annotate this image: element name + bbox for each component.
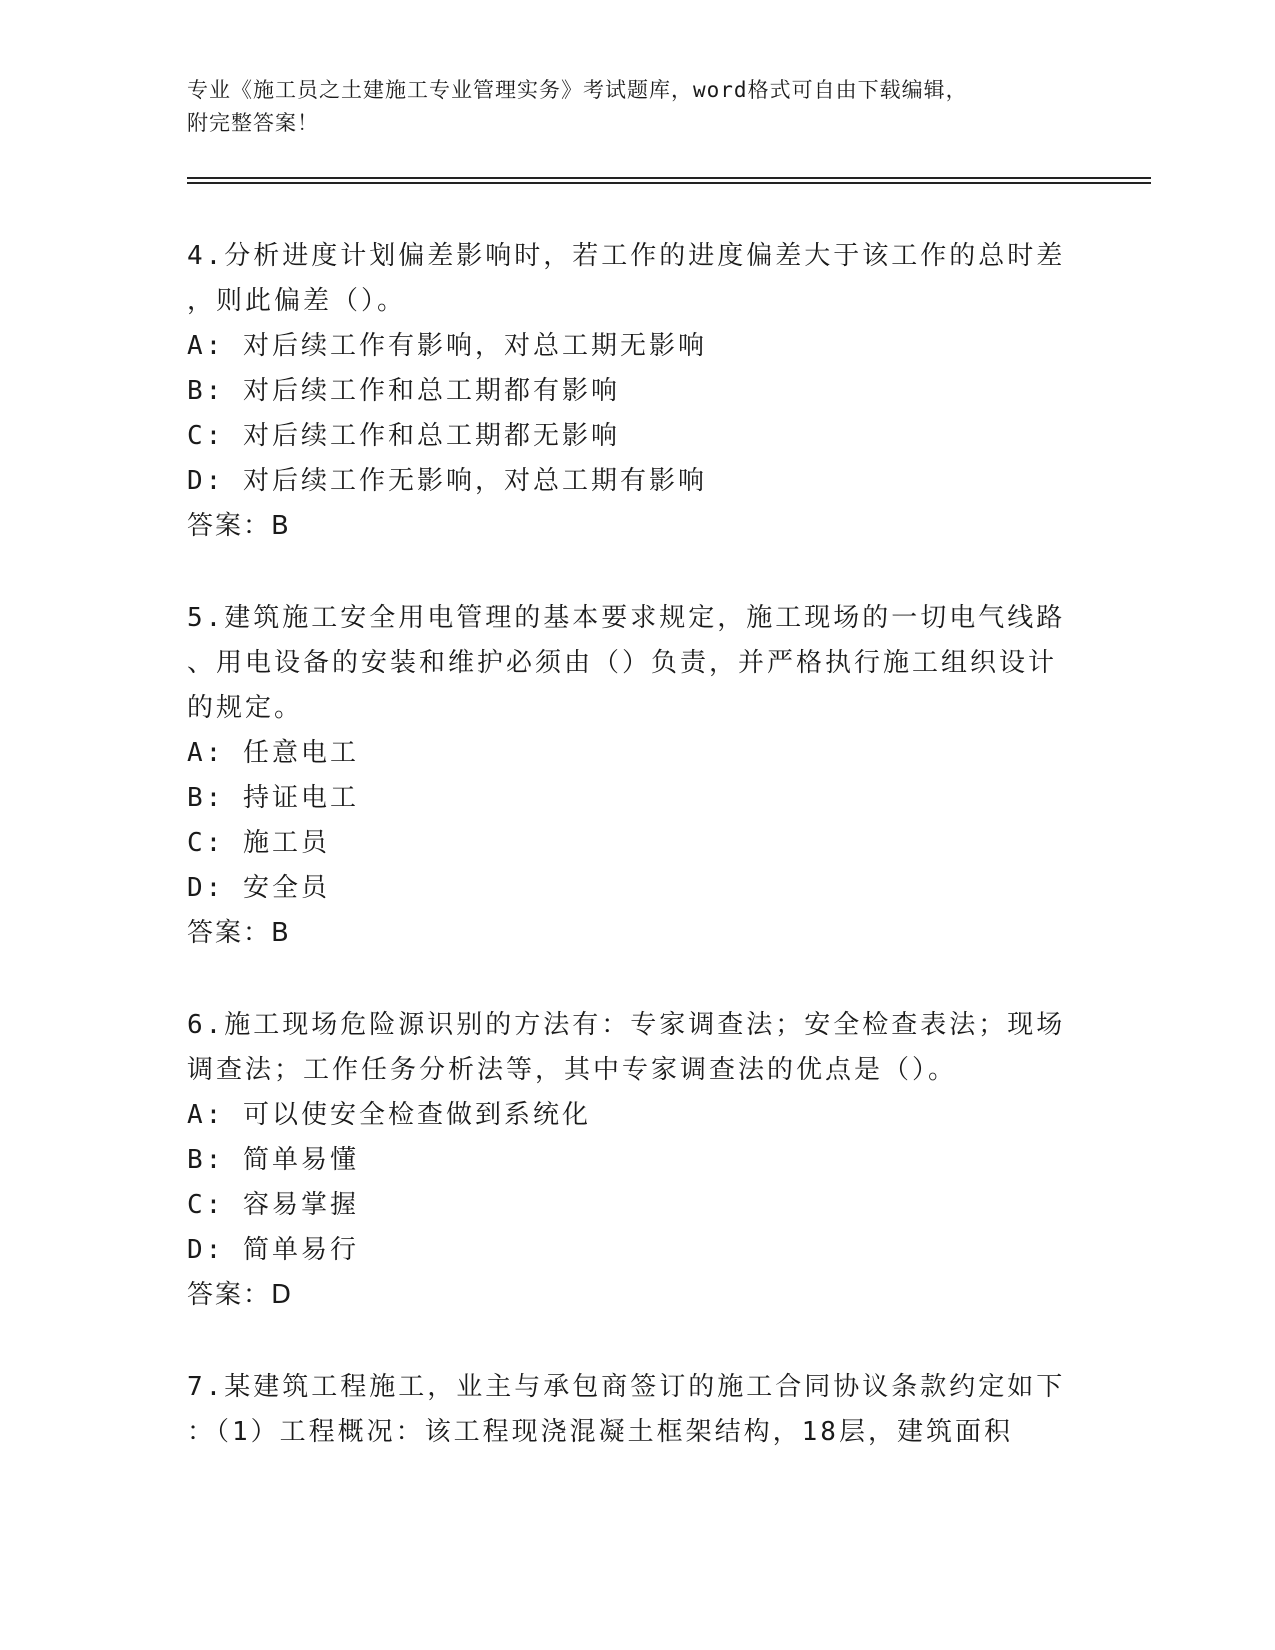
option-d: D: 安全员 xyxy=(187,873,330,903)
header-divider-top xyxy=(187,177,1151,179)
option-d: D: 简单易行 xyxy=(187,1235,359,1265)
option-b: B: 对后续工作和总工期都有影响 xyxy=(187,376,620,406)
header-line-2: 附完整答案！ xyxy=(187,111,319,135)
option-c: C: 施工员 xyxy=(187,828,330,858)
option-b: B: 简单易懂 xyxy=(187,1145,359,1175)
answer-label: 答案：B xyxy=(187,511,291,541)
option-a: A: 可以使安全检查做到系统化 xyxy=(187,1100,591,1130)
header-line-1: 专业《施工员之土建施工专业管理实务》考试题库，word格式可自由下载编辑， xyxy=(187,78,968,102)
question-text-line: 5.建筑施工安全用电管理的基本要求规定，施工现场的一切电气线路 xyxy=(187,603,1066,633)
page-header xyxy=(187,74,1067,140)
option-d: D: 对后续工作无影响，对总工期有影响 xyxy=(187,466,707,496)
question-5 xyxy=(187,596,1067,956)
question-7 xyxy=(187,1365,1067,1455)
question-text-line: 的规定。 xyxy=(187,693,304,723)
answer-label: 答案：D xyxy=(187,1280,294,1310)
answer-label: 答案：B xyxy=(187,918,291,948)
question-list xyxy=(187,234,1067,1502)
question-text-line: 调查法；工作任务分析法等，其中专家调查法的优点是（）。 xyxy=(187,1055,958,1085)
option-a: A: 任意电工 xyxy=(187,738,359,768)
question-text-line: 6.施工现场危险源识别的方法有：专家调查法；安全检查表法；现场 xyxy=(187,1010,1066,1040)
option-c: C: 容易掌握 xyxy=(187,1190,359,1220)
question-text-line: ：（1）工程概况：该工程现浇混凝土框架结构，18层，建筑面积 xyxy=(187,1417,1013,1447)
question-4 xyxy=(187,234,1067,549)
option-a: A: 对后续工作有影响，对总工期无影响 xyxy=(187,331,707,361)
option-b: B: 持证电工 xyxy=(187,783,359,813)
question-6 xyxy=(187,1003,1067,1318)
question-text-line: 4.分析进度计划偏差影响时，若工作的进度偏差大于该工作的总时差 xyxy=(187,241,1066,271)
question-text-line: ，则此偏差（）。 xyxy=(187,286,407,316)
option-c: C: 对后续工作和总工期都无影响 xyxy=(187,421,620,451)
header-divider-bottom xyxy=(187,182,1151,184)
question-text-line: 、用电设备的安装和维护必须由（）负责，并严格执行施工组织设计 xyxy=(187,648,1058,678)
question-text-line: 7.某建筑工程施工，业主与承包商签订的施工合同协议条款约定如下 xyxy=(187,1372,1066,1402)
